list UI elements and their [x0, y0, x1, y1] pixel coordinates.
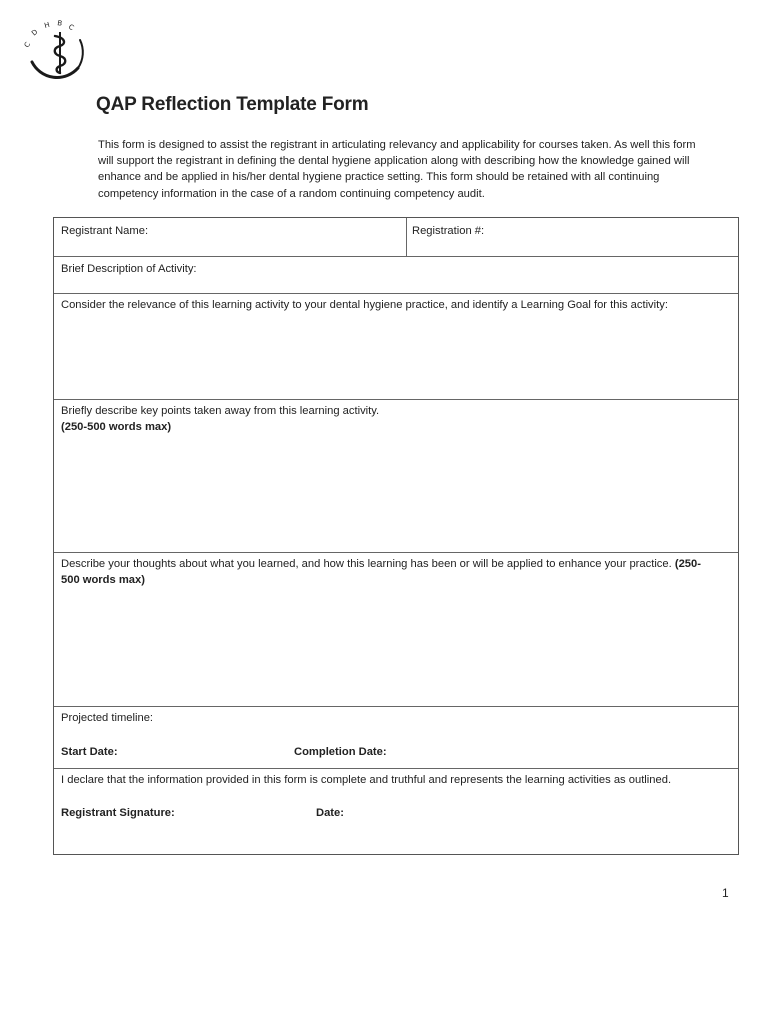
intro-paragraph — [98, 137, 738, 202]
thoughts-label: Describe your thoughts about what you learned, and how this learning has been or will be applied to enhance your practice. — [61, 558, 672, 570]
thoughts-label-line — [61, 556, 731, 572]
date-label: Date: — [316, 807, 344, 819]
registration-number-field[interactable] — [407, 218, 738, 256]
projected-timeline-section — [54, 707, 738, 768]
reflection-form-table — [53, 217, 739, 855]
start-date-label: Start Date: — [61, 746, 118, 758]
registrant-name-field[interactable] — [54, 218, 406, 256]
relevance-label: Consider the relevance of this learning activity to your dental hygiene practice, and identify a Learning Goal for this activity: — [61, 299, 668, 311]
intro-line: enhance and be applied in his/her dental hygiene practice setting. This form should be retained with all continuing — [98, 171, 660, 184]
completion-date-label: Completion Date: — [294, 746, 387, 758]
registration-number-label: Registration #: — [412, 225, 485, 237]
key-points-label: Briefly describe key points taken away from this learning activity. — [61, 405, 380, 417]
svg-text:C: C — [67, 22, 76, 33]
svg-text:C: C — [22, 40, 33, 49]
page-number: 1 — [722, 886, 729, 900]
page-title: QAP Reflection Template Form — [96, 94, 369, 115]
cdhbc-logo — [22, 18, 88, 84]
learning-goal-field[interactable] — [54, 294, 738, 399]
brief-description-field[interactable] — [54, 257, 738, 293]
thoughts-field[interactable] — [54, 553, 738, 706]
intro-line: competency information in the case of a random continuing competency audit. — [98, 187, 485, 200]
svg-text:D: D — [30, 27, 40, 38]
word-limit-note: 500 words max) — [61, 574, 145, 586]
key-points-field[interactable] — [54, 400, 738, 552]
cdhbc-logo-graphic — [22, 18, 88, 84]
brief-description-label: Brief Description of Activity: — [61, 263, 197, 275]
svg-text:H: H — [43, 20, 51, 30]
intro-line: This form is designed to assist the registrant in articulating relevancy and applicability for courses taken. As well this form — [98, 139, 696, 151]
projected-timeline-label: Projected timeline: — [61, 712, 154, 724]
registrant-signature-label: Registrant Signature: — [61, 807, 175, 819]
declaration-section — [54, 769, 738, 854]
intro-line: will support the registrant in defining the dental hygiene application along with describing how the knowledge gained will — [98, 155, 690, 168]
word-limit-note: (250-500 words max) — [61, 421, 172, 433]
declaration-text: I declare that the information provided in this form is complete and truthful and represents the learning activities as outlined. — [61, 774, 672, 786]
registrant-name-label: Registrant Name: — [61, 225, 149, 237]
svg-text:B: B — [56, 19, 63, 28]
word-limit-note: (250- — [674, 558, 701, 570]
